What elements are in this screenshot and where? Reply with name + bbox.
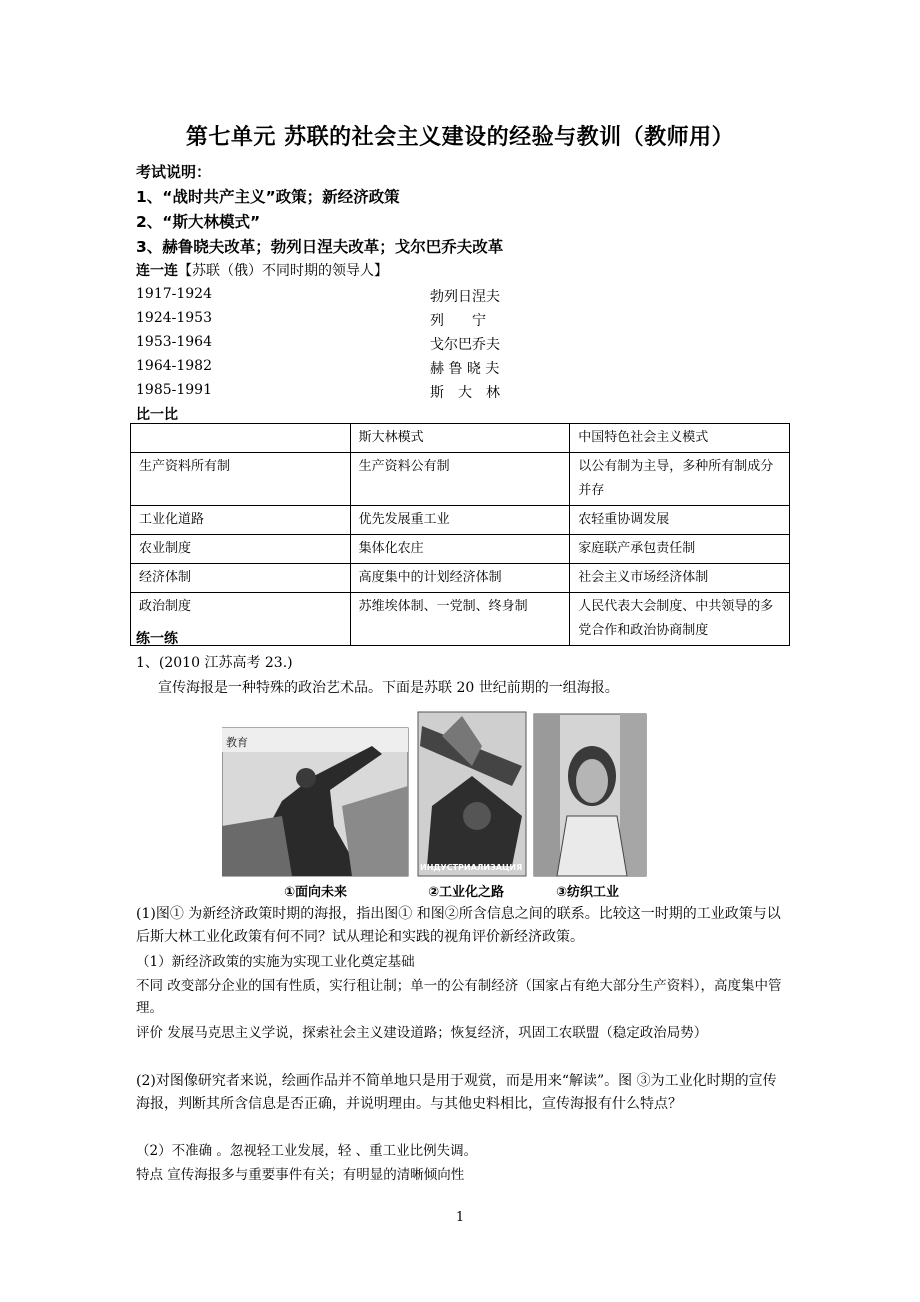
table-cell: 中国特色社会主义模式	[570, 424, 790, 453]
answer-1-line: 不同 改变部分企业的国有性质，实行租让制；单一的公有制经济（国家占有绝大部分生产资料），高度集中管理。	[136, 978, 782, 1016]
table-cell: 以公有制为主导，多种所有制成分并存	[570, 453, 790, 506]
leader-item: 戈尔巴乔夫	[430, 337, 500, 353]
table-cell: 农轻重协调发展	[570, 506, 790, 535]
poster-textile	[534, 714, 646, 876]
table-cell: 生产资料公有制	[350, 453, 570, 506]
table-cell: 家庭联产承包责任制	[570, 535, 790, 564]
question-1: (1)图① 为新经济政策时期的海报，指出图① 和图②所含信息之间的联系。比较这一时期的工业政策与以后斯大林工业化政策有何不同？试从理论和实践的视角评价新经济政策。	[136, 906, 781, 945]
question-source: 1、(2010 江苏高考 23.)	[136, 655, 293, 671]
poster-caption: ②工业化之路	[428, 885, 505, 900]
period-item: 1953-1964	[136, 334, 212, 350]
exam-heading: 考试说明：	[136, 163, 212, 181]
poster-caption: ①面向未来	[284, 885, 348, 900]
leader-item: 列 宁	[430, 313, 486, 329]
answer-2-line: 特点 宣传海报多与重要事件有关；有明显的清晰倾向性	[136, 1167, 465, 1183]
table-cell: 工业化道路	[131, 506, 351, 535]
table-row	[131, 564, 790, 593]
table-row	[131, 593, 790, 646]
page-number: 1	[455, 1210, 465, 1225]
table-cell: 高度集中的计划经济体制	[350, 564, 570, 593]
poster-corner-text: 教育	[226, 736, 248, 749]
comparison-table	[130, 423, 790, 646]
answer-2-line: （2）不准确 。忽视轻工业发展，轻 、重工业比例失调。	[136, 1143, 478, 1159]
match-header	[136, 260, 388, 280]
leader-item: 勃列日涅夫	[430, 289, 500, 305]
period-item: 1964-1982	[136, 358, 212, 374]
table-row	[131, 535, 790, 564]
poster-banner-text: ИНДУСТРИАЛИЗАЦИЯ	[420, 863, 523, 872]
table-cell: 优先发展重工业	[350, 506, 570, 535]
table-cell: 集体化农庄	[350, 535, 570, 564]
poster-industrialization	[418, 712, 526, 876]
poster-caption: ③纺织工业	[556, 885, 620, 900]
period-item: 1985-1991	[136, 382, 212, 398]
match-heading: 连一连	[136, 263, 178, 279]
table-cell: 苏维埃体制、一党制、终身制	[350, 593, 570, 646]
exam-item: 3、赫鲁晓夫改革；勃列日涅夫改革；戈尔巴乔夫改革	[136, 238, 504, 256]
page-title: 第七单元 苏联的社会主义建设的经验与教训（教师用）	[185, 125, 735, 150]
table-cell: 经济体制	[131, 564, 351, 593]
exam-item: 2、“斯大林模式”	[136, 213, 261, 231]
table-cell: 农业制度	[131, 535, 351, 564]
table-cell: 社会主义市场经济体制	[570, 564, 790, 593]
table-row	[131, 453, 790, 506]
table-cell: 人民代表大会制度、中共领导的多党合作和政治协商制度	[570, 593, 790, 646]
question-intro: 宣传海报是一种特殊的政治艺术品。下面是苏联 20 世纪前期的一组海报。	[158, 680, 619, 696]
table-row	[131, 506, 790, 535]
exam-item: 1、“战时共产主义”政策；新经济政策	[136, 188, 400, 206]
answer-1-line: （1）新经济政策的实施为实现工业化奠定基础	[136, 954, 415, 970]
table-cell	[131, 424, 351, 453]
practice-heading: 练一练	[136, 631, 178, 647]
posters-image	[222, 706, 654, 902]
table-header-row	[131, 424, 790, 453]
leader-item: 斯 大 林	[430, 385, 500, 401]
leader-item: 赫 鲁 晓 夫	[430, 361, 500, 377]
posters-figure	[222, 706, 654, 902]
answer-1-line: 评价 发展马克思主义学说，探索社会主义建设道路；恢复经济，巩固工农联盟（稳定政治局势）	[136, 1025, 708, 1041]
poster-future	[222, 728, 408, 876]
table-cell: 斯大林模式	[350, 424, 570, 453]
table-cell: 政治制度	[131, 593, 351, 646]
table-cell: 生产资料所有制	[131, 453, 351, 506]
period-item: 1917-1924	[136, 286, 212, 302]
compare-heading: 比一比	[136, 407, 178, 423]
period-item: 1924-1953	[136, 310, 212, 326]
match-subheading: 【苏联（俄）不同时期的领导人】	[178, 263, 388, 279]
question-2: (2)对图像研究者来说，绘画作品并不简单地只是用于观赏，而是用来“解读”。图 ③为工业化时期的宣传海报，判断其所含信息是否正确，并说明理由。与其他史料相比，宣传海报有什么特点？	[136, 1073, 777, 1112]
